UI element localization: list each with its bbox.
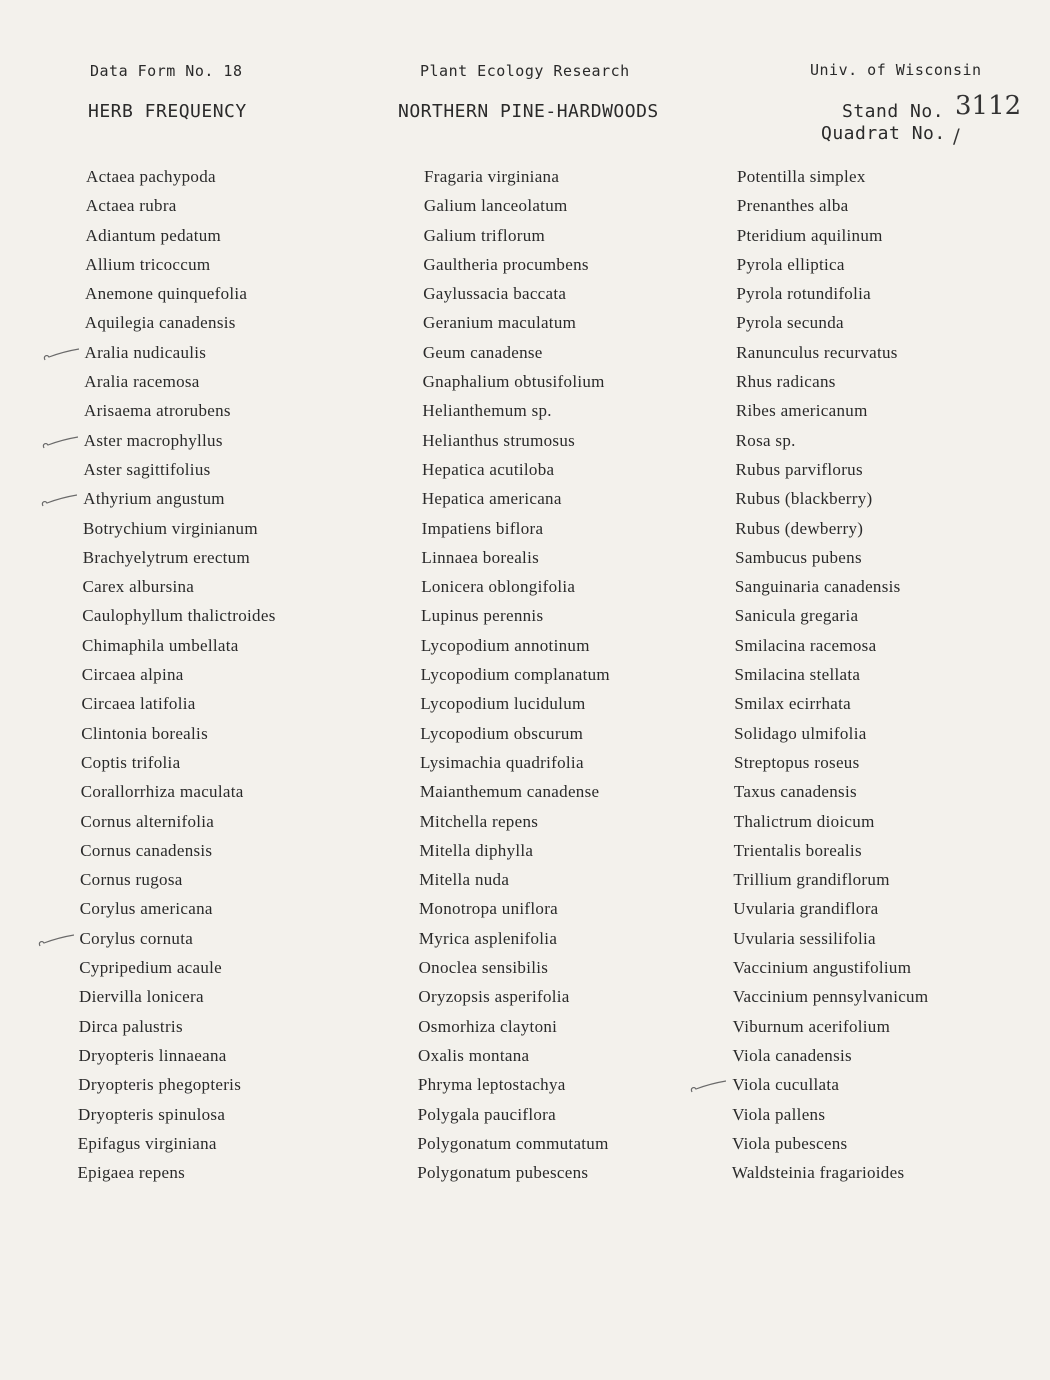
species-name: Ribes americanum — [735, 401, 868, 421]
species-item — [85, 283, 276, 312]
species-name: Vaccinium angustifolium — [732, 958, 912, 978]
species-item — [418, 1074, 610, 1103]
species-name: Phryma leptostachya — [417, 1075, 566, 1095]
species-name: Viburnum acerifolium — [732, 1016, 891, 1036]
species-name: Viola cucullata — [732, 1075, 840, 1095]
forest-type-title: NORTHERN PINE-HARDWOODS — [398, 101, 659, 122]
species-name: Aralia nudicaulis — [84, 342, 207, 362]
species-name: Arisaema atrorubens — [84, 401, 231, 421]
species-item — [736, 371, 928, 400]
species-name: Cypripedium acaule — [79, 958, 223, 978]
species-item — [419, 928, 610, 957]
species-name: Polygonatum pubescens — [417, 1163, 589, 1183]
species-name: Trillium grandiflorum — [733, 870, 890, 890]
species-name: Solidago ulmifolia — [734, 723, 867, 743]
species-name: Pyrola rotundifolia — [736, 284, 872, 304]
quadrat-label: Quadrat No. — [821, 123, 946, 144]
species-item — [84, 459, 276, 488]
species-name: Galium lanceolatum — [423, 196, 568, 216]
stand-number-value: 3112 — [955, 91, 1022, 121]
species-item — [421, 576, 610, 605]
species-item — [734, 752, 928, 781]
species-item — [80, 840, 275, 869]
species-item — [418, 1016, 610, 1045]
species-item — [81, 781, 276, 810]
species-name: Smilax ecirrhata — [734, 694, 851, 714]
species-item — [423, 254, 610, 283]
species-name: Chimaphila umbellata — [82, 635, 239, 655]
species-item — [79, 986, 276, 1015]
species-item — [82, 693, 276, 722]
species-item — [418, 1104, 610, 1133]
species-name: Mitella nuda — [419, 870, 510, 890]
check-mark-icon — [39, 342, 79, 364]
species-name: Rubus parviflorus — [735, 459, 863, 479]
species-name: Osmorhiza claytoni — [418, 1016, 558, 1036]
species-name: Viola pallens — [732, 1104, 826, 1124]
species-item — [84, 430, 276, 459]
species-item — [732, 1104, 928, 1133]
university: Univ. of Wisconsin — [810, 61, 982, 79]
species-item — [733, 957, 928, 986]
species-name: Dirca palustris — [78, 1016, 183, 1036]
species-item — [422, 518, 610, 547]
species-item — [86, 195, 276, 224]
species-name: Lycopodium complanatum — [420, 665, 610, 685]
species-item — [423, 283, 610, 312]
species-name: Athyrium angustum — [83, 489, 225, 509]
species-item — [733, 898, 928, 927]
species-item — [419, 957, 610, 986]
species-item — [423, 342, 610, 371]
species-item — [419, 840, 610, 869]
species-name: Diervilla lonicera — [79, 987, 204, 1007]
species-name: Epigaea repens — [77, 1163, 186, 1183]
species-name: Lupinus perennis — [421, 606, 544, 626]
species-name: Lonicera oblongifolia — [421, 577, 576, 597]
species-name: Aster macrophyllus — [83, 430, 223, 450]
species-item — [80, 898, 276, 927]
species-name: Geum canadense — [422, 342, 543, 362]
species-name: Allium tricoccum — [85, 254, 211, 274]
form-title: HERB FREQUENCY — [88, 101, 247, 122]
species-name: Smilacina stellata — [734, 665, 861, 685]
species-item — [737, 254, 929, 283]
species-item — [419, 869, 610, 898]
species-item — [420, 723, 610, 752]
species-name: Aralia racemosa — [84, 372, 200, 392]
species-name: Uvularia grandiflora — [733, 899, 879, 919]
species-item — [424, 166, 610, 195]
species-name: Circaea alpina — [81, 665, 184, 685]
species-name: Actaea rubra — [85, 196, 177, 216]
species-item — [735, 576, 928, 605]
species-item — [734, 811, 929, 840]
species-name: Gaylussacia baccata — [423, 284, 567, 304]
species-item — [417, 1162, 610, 1191]
species-name: Rosa sp. — [735, 430, 796, 450]
species-item — [733, 928, 928, 957]
species-item — [79, 1016, 276, 1045]
check-mark-icon — [686, 1074, 726, 1096]
species-name: Oryzopsis asperifolia — [418, 987, 570, 1007]
species-name: Taxus canadensis — [733, 782, 857, 802]
species-column-1 — [77, 166, 276, 1191]
species-column-3 — [731, 166, 929, 1191]
species-name: Dryopteris linnaeana — [78, 1045, 227, 1065]
species-item — [421, 664, 610, 693]
species-name: Helianthemum sp. — [422, 401, 552, 421]
species-item — [82, 605, 275, 634]
species-item — [81, 811, 276, 840]
species-name: Lycopodium lucidulum — [420, 694, 586, 714]
species-item — [735, 635, 929, 664]
species-item — [82, 635, 276, 664]
species-item — [83, 518, 276, 547]
species-item — [732, 1133, 928, 1162]
species-item — [83, 547, 276, 576]
species-item — [734, 781, 929, 810]
species-name: Hepatica americana — [421, 489, 562, 509]
species-name: Anemone quinquefolia — [85, 284, 248, 304]
species-name: Rhus radicans — [735, 372, 836, 392]
species-item — [78, 1074, 275, 1103]
species-name: Clintonia borealis — [81, 723, 208, 743]
species-item — [81, 723, 275, 752]
species-name: Viola canadensis — [732, 1045, 852, 1065]
species-item — [79, 1045, 276, 1074]
species-item — [85, 254, 275, 283]
species-item — [734, 840, 929, 869]
species-item — [424, 225, 610, 254]
species-name: Impatiens biflora — [421, 518, 544, 538]
species-name: Circaea latifolia — [81, 694, 196, 714]
species-name: Lycopodium annotinum — [420, 635, 590, 655]
species-name: Waldsteinia fragarioides — [731, 1163, 905, 1183]
species-name: Cornus alternifolia — [80, 811, 215, 831]
species-column-2 — [417, 166, 610, 1191]
species-name: Myrica asplenifolia — [418, 928, 558, 948]
species-name: Aquilegia canadensis — [84, 313, 236, 333]
species-name: Sanguinaria canadensis — [734, 577, 901, 597]
species-name: Actaea pachypoda — [86, 167, 216, 186]
species-name: Lycopodium obscurum — [420, 723, 584, 743]
species-name: Monotropa uniflora — [419, 899, 559, 919]
species-item — [419, 898, 610, 927]
form-number: Data Form No. 18 — [90, 62, 243, 80]
species-item — [418, 1045, 610, 1074]
species-item — [420, 752, 610, 781]
species-item — [86, 166, 276, 195]
species-name: Oxalis montana — [418, 1045, 530, 1065]
species-item — [735, 518, 928, 547]
species-name: Thalictrum dioicum — [733, 811, 875, 831]
species-name: Viola pubescens — [732, 1133, 848, 1153]
species-name: Onoclea sensibilis — [418, 958, 549, 978]
species-name: Epifagus virginiana — [77, 1133, 217, 1153]
species-name: Adiantum pedatum — [85, 225, 222, 245]
species-item — [422, 459, 610, 488]
species-item — [424, 195, 610, 224]
species-item — [417, 1133, 610, 1162]
species-name: Helianthus strumosus — [422, 430, 576, 450]
species-name: Corylus americana — [79, 899, 213, 919]
species-name: Rubus (dewberry) — [735, 518, 864, 538]
species-name: Polygala pauciflora — [417, 1104, 556, 1124]
species-name: Uvularia sessilifolia — [733, 928, 876, 948]
species-name: Caulophyllum thalictroides — [82, 606, 276, 626]
species-item — [78, 1162, 276, 1191]
species-item — [735, 488, 928, 517]
check-mark-icon — [38, 430, 78, 452]
species-item — [737, 225, 929, 254]
check-mark-icon — [37, 488, 77, 510]
species-item — [79, 957, 275, 986]
species-item — [80, 928, 276, 957]
organization: Plant Ecology Research — [420, 62, 630, 80]
species-item — [83, 488, 275, 517]
species-item — [421, 635, 610, 664]
species-name: Smilacina racemosa — [734, 635, 877, 655]
species-name: Potentilla simplex — [737, 167, 866, 186]
species-item — [734, 723, 928, 752]
species-item — [421, 605, 610, 634]
species-item — [732, 1162, 928, 1191]
species-item — [86, 225, 276, 254]
species-item — [733, 1045, 929, 1074]
species-item — [733, 1016, 929, 1045]
species-item — [734, 693, 928, 722]
species-item — [418, 986, 610, 1015]
species-item — [737, 166, 928, 195]
species-item — [736, 312, 928, 341]
species-item — [423, 371, 610, 400]
species-item — [422, 430, 610, 459]
species-name: Corallorrhiza maculata — [80, 782, 244, 802]
species-name: Rubus (blackberry) — [735, 489, 873, 509]
species-item — [83, 576, 276, 605]
species-item — [78, 1133, 276, 1162]
species-name: Pyrola secunda — [736, 313, 844, 333]
species-name: Pyrola elliptica — [736, 254, 845, 274]
species-item — [735, 547, 928, 576]
species-item — [736, 400, 929, 429]
species-item — [735, 605, 929, 634]
species-item — [423, 312, 610, 341]
species-name: Corylus cornuta — [79, 928, 194, 948]
species-item — [78, 1104, 276, 1133]
species-item — [420, 811, 610, 840]
species-item — [736, 342, 928, 371]
species-name: Carex albursina — [82, 577, 195, 597]
species-name: Polygonatum commutatum — [417, 1133, 609, 1153]
species-name: Maianthemum canadense — [419, 782, 600, 802]
species-item — [733, 869, 928, 898]
species-item — [85, 312, 276, 341]
species-name: Aster sagittifolius — [83, 459, 211, 479]
stand-label: Stand No. — [842, 101, 945, 122]
quadrat-number-value: / — [953, 124, 960, 148]
species-name: Ranunculus recurvatus — [736, 342, 898, 362]
species-name: Trientalis borealis — [733, 840, 862, 860]
species-item — [85, 342, 276, 371]
species-name: Mitella diphylla — [419, 840, 534, 860]
species-name: Brachyelytrum erectum — [82, 547, 251, 567]
species-name: Prenanthes alba — [736, 196, 849, 216]
species-item — [420, 693, 610, 722]
species-name: Dryopteris spinulosa — [78, 1104, 226, 1124]
species-item — [422, 488, 610, 517]
species-name: Fragaria virginiana — [424, 167, 560, 186]
species-item — [733, 986, 929, 1015]
species-name: Linnaea borealis — [421, 547, 540, 567]
species-item — [420, 781, 610, 810]
species-name: Cornus rugosa — [80, 870, 183, 890]
species-item — [736, 283, 928, 312]
species-name: Hepatica acutiloba — [422, 459, 555, 479]
species-name: Sambucus pubens — [735, 547, 862, 567]
species-name: Dryopteris phegopteris — [78, 1075, 242, 1095]
check-mark-icon — [34, 928, 74, 950]
species-item — [736, 430, 929, 459]
species-name: Vaccinium pennsylvanicum — [732, 987, 929, 1007]
species-item — [84, 371, 275, 400]
species-name: Sanicula gregaria — [734, 606, 859, 626]
species-item — [736, 459, 929, 488]
species-name: Gaultheria procumbens — [423, 254, 589, 274]
species-name: Mitchella repens — [419, 811, 539, 831]
species-item — [84, 400, 276, 429]
species-name: Botrychium virginianum — [83, 518, 258, 538]
species-name: Galium triflorum — [423, 225, 546, 245]
species-name: Streptopus roseus — [734, 752, 860, 772]
species-name: Pteridium aquilinum — [736, 225, 883, 245]
species-item — [422, 400, 610, 429]
species-item — [732, 1074, 928, 1103]
species-item — [421, 547, 610, 576]
species-name: Coptis trifolia — [81, 752, 181, 772]
species-item — [737, 195, 929, 224]
species-name: Lysimachia quadrifolia — [420, 752, 584, 772]
species-item — [734, 664, 928, 693]
species-name: Gnaphalium obtusifolium — [422, 372, 605, 392]
species-item — [80, 869, 276, 898]
species-name: Geranium maculatum — [423, 313, 577, 333]
species-name: Cornus canadensis — [80, 840, 213, 860]
species-item — [82, 664, 276, 693]
species-item — [81, 752, 276, 781]
